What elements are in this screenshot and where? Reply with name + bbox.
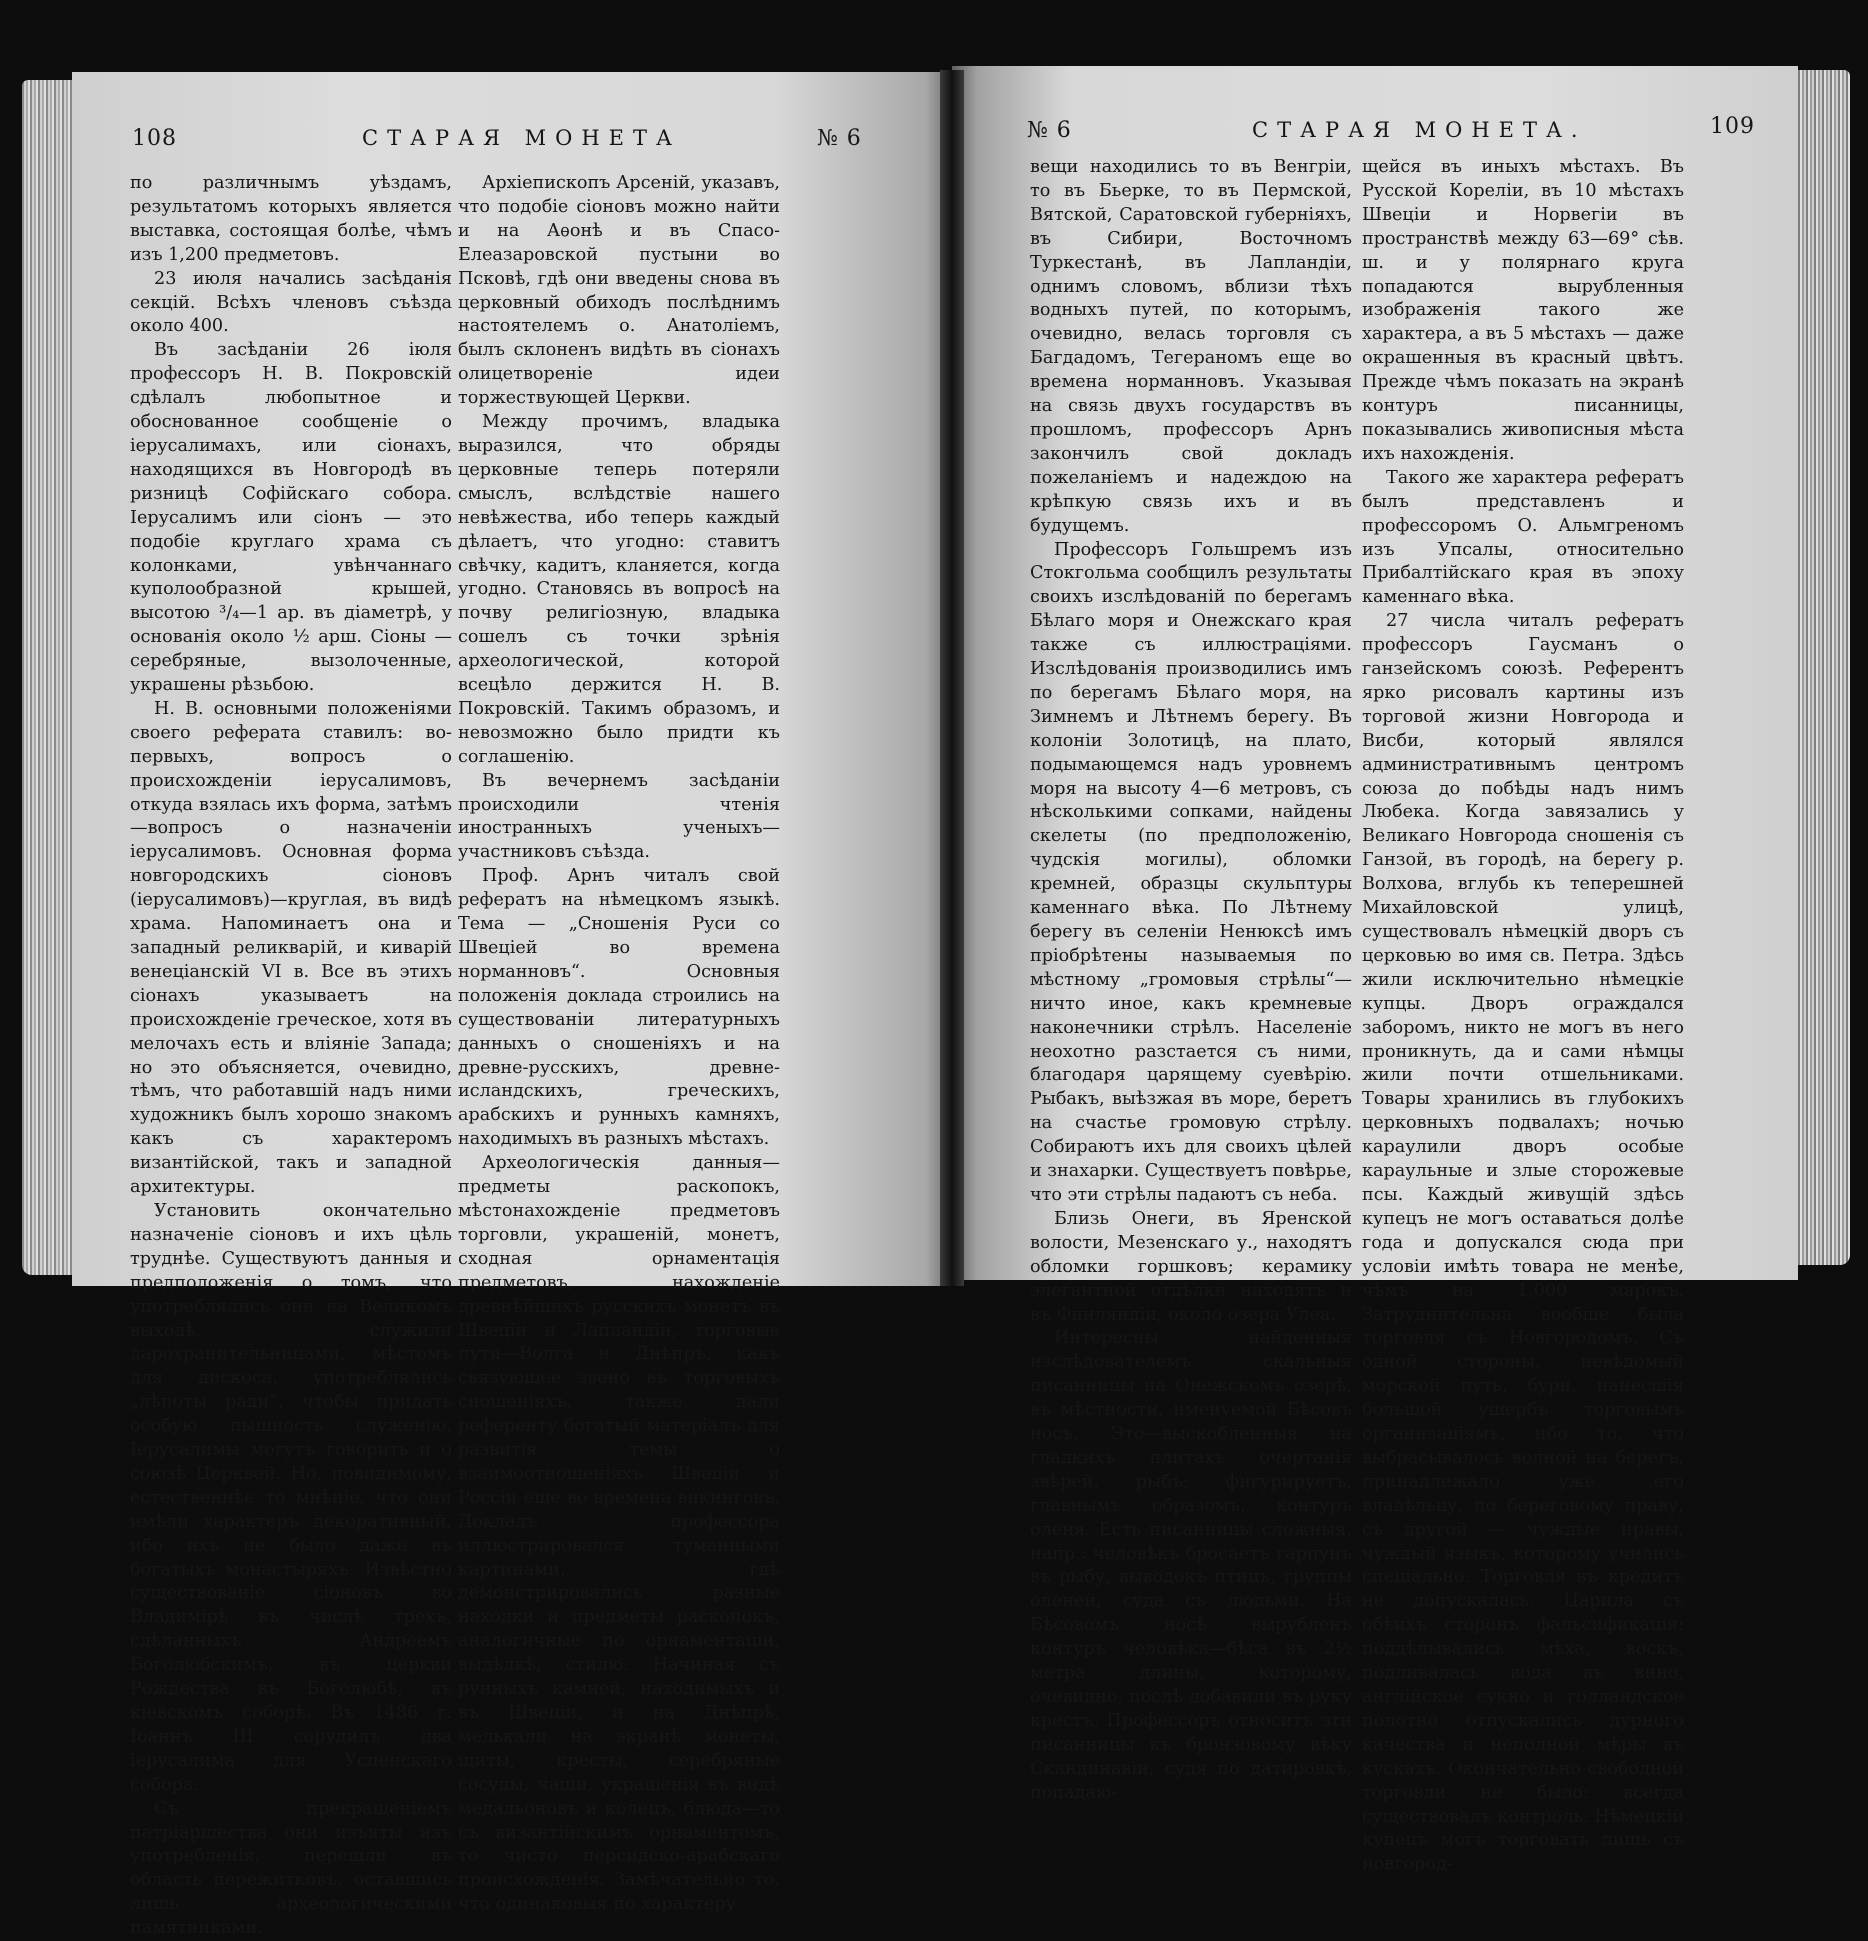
paragraph: Такого же характера рефератъ былъ представленъ и профессоромъ О. Альмгреномъ изъ Упсалы, относительно Прибалтійскаго края въ эпоху каменнаго вѣка.: [1362, 467, 1684, 608]
left-page: [72, 72, 952, 1939]
right-page-column-1: [1030, 156, 1352, 1806]
paragraph: Интересны найденныя изслѣдователемъ скальныя писанницы на Онежскомъ озерѣ, въ мѣстности, именуемой Бѣсовъ носъ. Это—выскобленныя на гладкихъ плитахъ очертанія звѣрей, рыбъ; фигурируетъ, главнымъ образомъ, контуръ оленя. Есть писанницы сложныя, напр.: человѣкъ бросаетъ гарпунъ въ рыбу, выводокъ птицъ, группы оленей, суда съ людьми. На Бѣсовомъ носѣ вырубленъ контуръ человѣка—бѣса въ 2½ метра длины, которому, очевидно, послѣ добавили въ руку крестъ. Профессоръ относитъ эти писанницы къ бронзовому вѣку Скандинавіи, судя по датировкѣ, попадаю-: [1030, 1328, 1352, 1803]
paragraph: Между прочимъ, владыка выразился, что обряды церковные теперь потеряли смыслъ, вслѣдствіе нашего невѣжества, ибо теперь каждый дѣлаетъ, что угодно: ставитъ свѣчку, кадитъ, кланяется, когда угодно. Становясь въ вопросѣ на почву религіозную, владыка сошелъ съ точки зрѣнія археологической, которой всецѣло держится Н. В. Покровскій. Такимъ образомъ, и невозможно было придти къ соглашенію.: [458, 412, 780, 767]
paragraph: Близь Онеги, въ Яренской волости, Мезенскаго у., находятъ обломки горшковъ; керамику элегантной отдѣлки находятъ и въ Финляндіи, около озера Улеа.: [1030, 1208, 1352, 1325]
paragraph: Археологическія данныя—предметы раскопокъ, мѣстонахожденіе предметовъ торговли, украшеній, монетъ, сходная орнаментація предметовъ, нахожденіе древнѣйшихъ русскихъ монетъ въ Швеціи и Лапландіи, торговые пути—Волга и Днѣпръ, какъ связующее звено въ торговыхъ сношеніяхъ, также дали референту богатый матеріалъ для развитія темы о взаимоотношеніяхъ Швеціи и Россіи еще во времена викинговъ. Докладъ профессора иллюстрировался туманными картинами, гдѣ демонстрировались разные находки и предметы раскопокъ, аналогичные по орнаментаціи, выдѣлкѣ, стилю. Начиная съ рунныхъ камней, находимыхъ и въ Швеціи, и на Днѣпрѣ, мелькали на экранѣ монеты, щиты, кресты, серебряные сосуды, чаши, украшенія въ видѣ медальоновъ и колецъ, блюда—то съ византійскимъ орнаментомъ, то чисто персидско-арабскаго происхожденія. Замѣчательно то, что одинаковыя по характеру: [458, 1153, 780, 1915]
right-page-column-2: [1362, 156, 1684, 1877]
paragraph: Н. В. основными положеніями своего реферата ставилъ: во-первыхъ, вопросъ о происхожденіи іерусалимовъ, откуда взялась ихъ форма, затѣмъ—вопросъ о назначеніи іерусалимовъ. Основная форма новгородскихъ сіоновъ (іерусалимовъ)—круглая, въ видѣ храма. Напоминаетъ она и западный реликварій, и киварій венеціанскій VI в. Все въ этихъ сіонахъ указываетъ на происхожденіе греческое, хотя въ мелочахъ есть и вліяніе Запада; но это объясняется, очевидно, тѣмъ, что работавшій надъ ними художникъ былъ хорошо знакомъ какъ съ характеромъ византійской, такъ и западной архитектуры.: [130, 698, 452, 1198]
page-number: 109: [1710, 114, 1755, 139]
paragraph: по различнымъ уѣздамъ, результатомъ которыхъ является выставка, состоящая болѣе, чѣмъ изъ 1,200 предметовъ.: [130, 173, 452, 265]
paragraph: Установить окончательно назначеніе сіоновъ и ихъ цѣль труднѣе. Существуютъ данныя и предположенія о томъ, что употреблялись они на Великомъ выходѣ, служили дарохранительницами, мѣстомъ для дискоса, употреблялись „лѣпоты ради“, чтобы придать особую пышность служенію. Іерусалимы могутъ говорить и о союзѣ Церквей. Но, повидимому, естественнѣе то мнѣніе, что они имѣли характеръ декоративный, ибо ихъ не было даже въ богатыхъ монастыряхъ. Извѣстно существованіе сіоновъ во Владимірѣ въ числѣ трехъ, сдѣланныхъ Андреемъ Боголюбскимъ, въ церкви Рождества въ Боголюбѣ, въ кіевскомъ соборѣ. Въ 1486 г. Іоаннъ III сорудилъ два іерусалима для Успенскаго собора.: [130, 1200, 452, 1795]
page-number: 108: [132, 126, 177, 151]
paragraph: 23 июля начались засѣданія секцій. Всѣхъ членовъ съѣзда около 400.: [130, 268, 452, 337]
paragraph: Профессоръ Гольшремъ изъ Стокгольма сообщилъ результаты своихъ изслѣдованій по берегамъ Бѣлаго моря и Онежскаго края также съ иллюстраціями. Изслѣдованія производились имъ по берегамъ Бѣлаго моря, на Зимнемъ и Лѣтнемъ берегу. Въ колоніи Золотицѣ, на плато, подымающемся надъ уровнемъ моря на высоту 4—6 метровъ, съ нѣсколькими сопками, найдены скелеты (по предположенію, чудскія могилы), обломки кремней, образцы скульптуры каменнаго вѣка. По Лѣтнему берегу въ селеніи Ненюксѣ имъ пріобрѣтены называемыя по мѣстному „громовыя стрѣлы“—ничто иное, какъ кремневые наконечники стрѣлъ. Населеніе неохотно разстается съ ними, благодаря царящему суевѣрію. Рыбакъ, выѣзжая въ море, беретъ на счастье громовую стрѣлу. Собираютъ ихъ для своихъ цѣлей и знахарки. Существуетъ повѣрье, что эти стрѣлы падаютъ съ неба.: [1030, 539, 1352, 1205]
left-page-column-2: [458, 172, 780, 1917]
running-title: СТАРАЯ МОНЕТА.: [1252, 118, 1587, 142]
paragraph: 27 числа читалъ рефератъ профессоръ Гаусманъ о ганзейскомъ союзѣ. Референтъ ярко рисовалъ картины изъ торговой жизни Новгорода и Висби, который являлся административнымъ центромъ союза до побѣды надъ нимъ Любека. Когда завязались у Великаго Новгорода сношенія съ Ганзой, въ городѣ, на берегу р. Волхова, вглубь къ теперешней Михайловской улицѣ, существовалъ нѣмецкій дворъ съ церковью во имя св. Петра. Здѣсь жили исключительно нѣмецкіе купцы. Дворъ ограждался заборомъ, никто не могъ въ него проникнуть, да и сами нѣмцы жили почти отшельниками. Товары хранились въ глубокихъ церковныхъ подвалахъ; ночью караулили дворъ особые караульные и злые сторожевые псы. Каждый живущій здѣсь купецъ не могъ оставаться долѣе года и допускался сюда при условіи имѣть товара не менѣе, чѣмъ на 1,000 марокъ. Затруднительна вообще была торговля съ Новгородомъ. Съ одной стороны, невѣдомый морской путь, бури, нанесшія большой ущербъ торговымъ организаціямъ, ибо то, что выбрасывалось волной на берегъ, принадлежало уже его владѣльцу, по береговому праву, съ другой — чуждые нравы, чуждый языкъ, которому учились спеціально. Торговля въ кредитъ не допускалась. Царила съ обѣихъ сторонъ фальсификація: поддѣлывались мѣха, воскъ, подливалась вода въ вино, англійское сукно и голландское полотно отпускались дурного качества и неполной мѣры въ кускахъ. Окончательно свободной торговли не было: всегда существовалъ контроль. Нѣмецкій купецъ могъ торговать лишь съ новгород-: [1362, 611, 1684, 1875]
right-page: [952, 66, 1798, 1875]
paragraph: щейся въ иныхъ мѣстахъ. Въ Русской Кореліи, въ 10 мѣстахъ Швеціи и Норвегіи въ пространствѣ между 63—69° сѣв. ш. и у полярнаго круга попадаются вырубленныя изображенія такого же характера, а въ 5 мѣстахъ — даже окрашенныя въ красный цвѣтъ. Прежде чѣмъ показать на экранѣ контуръ писанницы, показывались живописныя мѣста ихъ нахожденія.: [1362, 157, 1684, 464]
paragraph: Проф. Арнъ читалъ свой рефератъ на нѣмецкомъ языкѣ. Тема — „Сношенія Руси со Швеціей во времена норманновъ“. Основныя положенія доклада строились на существованіи литературныхъ данныхъ о сношеніяхъ и на древне-русскихъ, древне-исландскихъ, греческихъ, арабскихъ и рунныхъ камняхъ, находимыхъ въ разныхъ мѣстахъ.: [458, 866, 780, 1150]
issue-number: № 6: [1027, 118, 1072, 143]
issue-number: № 6: [817, 126, 862, 151]
paragraph: Архіепископъ Арсеній, указавъ, что подобіе сіоновъ можно найти и на Аѳонѣ и въ Спасо-Елеазаровской пустыни во Псковѣ, гдѣ они введены снова въ церковный обиходъ послѣднимъ настоятелемъ о. Анатоліемъ, былъ склоненъ видѣть въ сіонахъ олицетвореніе идеи торжествующей Церкви.: [458, 173, 780, 409]
paragraph: Въ засѣданіи 26 іюля профессоръ Н. В. Покровскій сдѣлалъ любопытное и обоснованное сообщеніе о іерусалимахъ, или сіонахъ, находящихся въ Новгородѣ въ ризницѣ Софійскаго собора. Іерусалимъ или сіонъ — это подобіе круглаго храма съ колонками, увѣнчаннаго куполообразной крышей, высотою ³/₄—1 ар. въ діаметрѣ, у основанія около ½ арш. Сіоны — серебряные, вызолоченные, украшены рѣзьбою.: [130, 340, 452, 696]
left-page-column-1: [130, 172, 452, 1941]
paragraph: Съ прекращеніемъ патріаршества они изъяты изъ употребленія, перешли въ область пережитковъ, оставшись лишь археологическими памятниками.: [130, 1798, 452, 1939]
right-page-header: [952, 114, 1798, 160]
paragraph: Въ вечернемъ засѣданіи происходили чтенія иностранныхъ ученыхъ—участниковъ съѣзда.: [458, 770, 780, 863]
running-title: СТАРАЯ МОНЕТА: [362, 126, 681, 150]
right-page-edges: [1792, 70, 1850, 1265]
left-page-header: [72, 126, 952, 166]
book-gutter: [940, 70, 964, 1286]
paragraph: вещи находились то въ Венгріи, то въ Бьерке, то въ Пермской, Вятской, Саратовской губерніяхъ, въ Сибири, Восточномъ Туркестанѣ, въ Лапландіи, однимъ словомъ, вблизи тѣхъ водныхъ путей, по которымъ, очевидно, велась торговля съ Багдадомъ, Тегераномъ еще во времена норманновъ. Указывая на связь двухъ государствъ въ прошломъ, профессоръ Арнъ закончилъ свой докладъ пожеланіемъ и надеждою на крѣпкую связь ихъ и въ будущемъ.: [1030, 157, 1352, 536]
